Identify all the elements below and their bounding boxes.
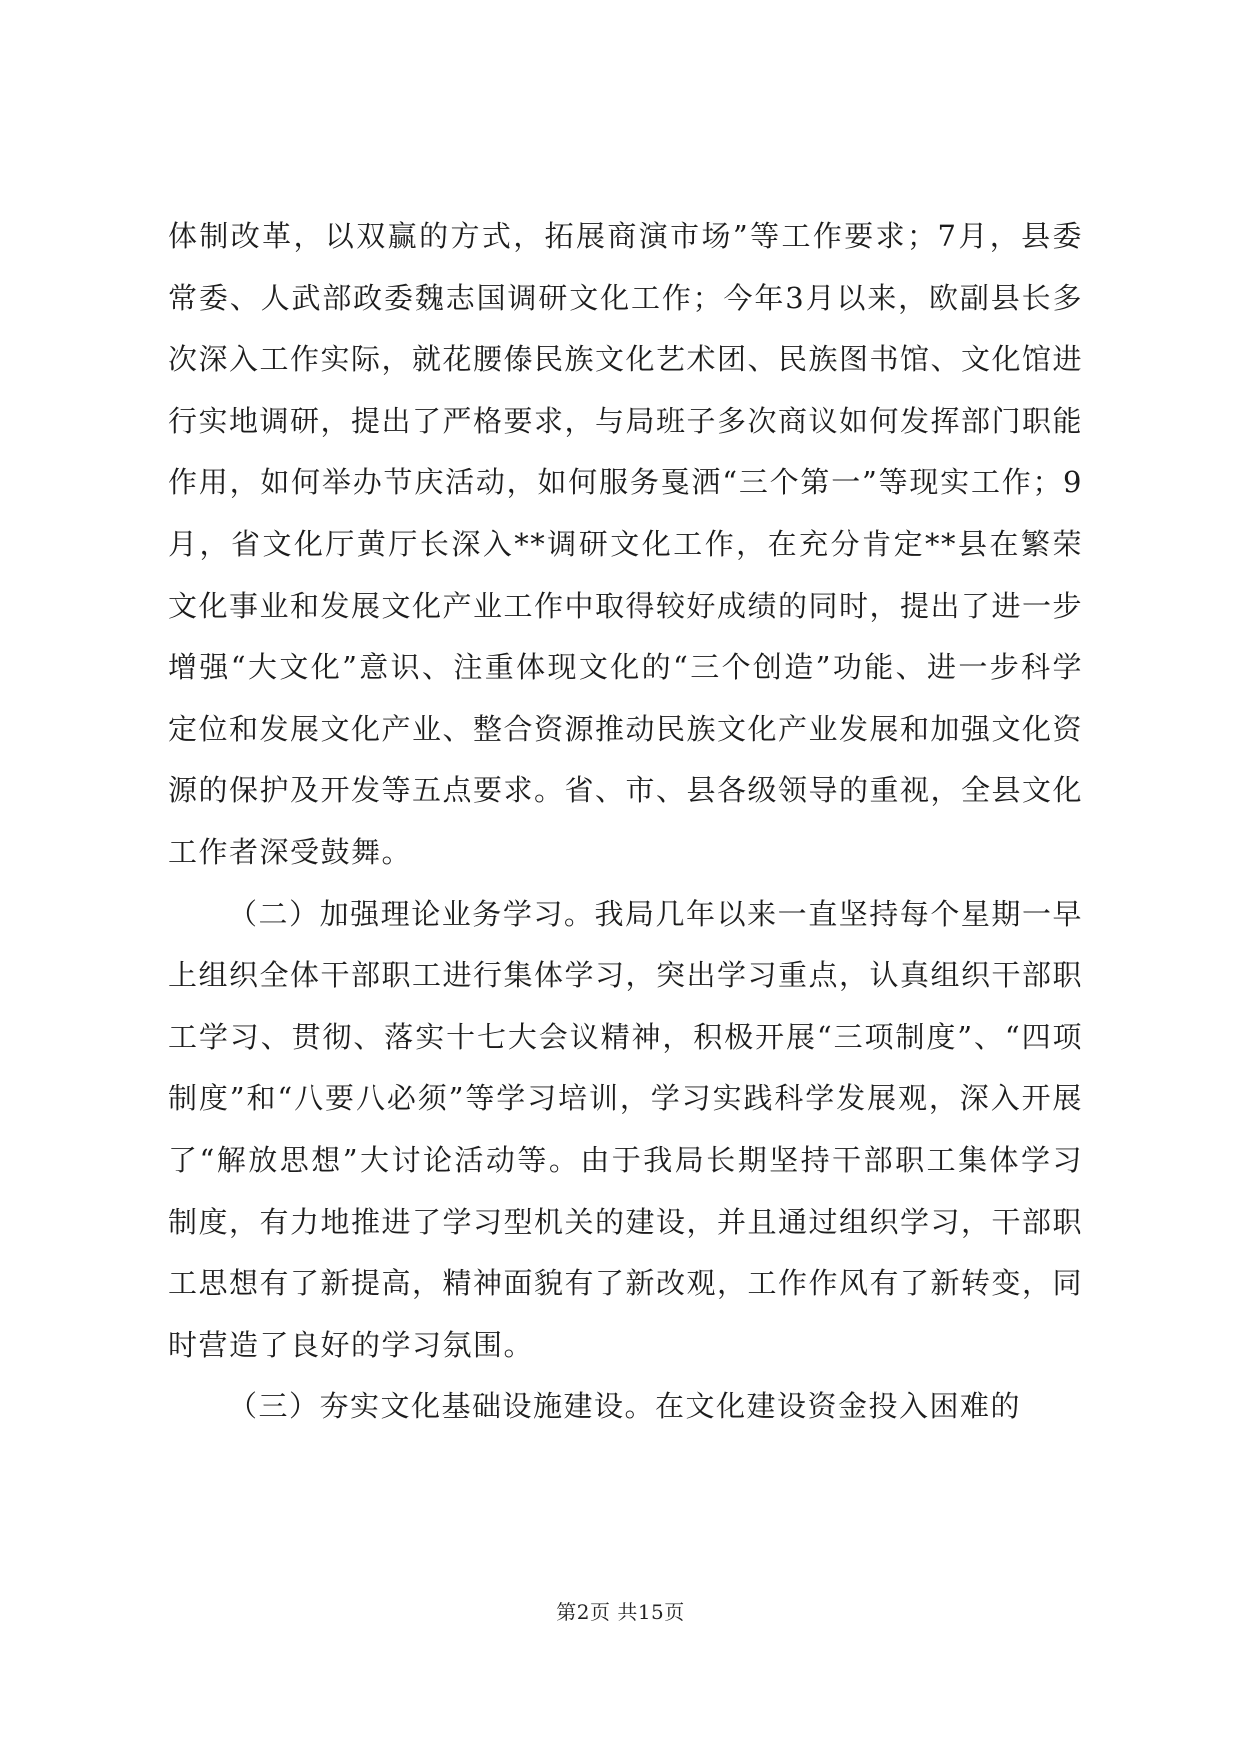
paragraph-theory-study: （二）加强理论业务学习。我局几年以来一直坚持每个星期一早上组织全体干部职工进行集体学习，突出学习重点，认真组织干部职工学习、贯彻、落实十七大会议精神，积极开展“三项制度”、“四项制度”和“八要八必须”等学习培训，学习实践科学发展观，深入开展了“解放思想”大讨论活动等。由于我局长期坚持干部职工集体学习制度，有力地推进了学习型机关的建设，并且通过组织学习，干部职工思想有了新提高，精神面貌有了新改观，工作作风有了新转变，同时营造了良好的学习氛围。 xyxy=(168,896,1084,1362)
document-body xyxy=(168,206,1083,1438)
paragraph-continued: 体制改革，以双赢的方式，拓展商演市场”等工作要求；7月，县委常委、人武部政委魏志国调研文化工作；今年3月以来，欧副县长多次深入工作实际，就花腰傣民族文化艺术团、民族图书馆、文化馆进行实地调研，提出了严格要求，与局班子多次商议如何发挥部门职能作用，如何举办节庆活动，如何服务戛洒“三个第一”等现实工作；9月，省文化厅黄厅长深入**调研文化工作，在充分肯定**县在繁荣文化事业和发展文化产业工作中取得较好成绩的同时，提出了进一步增强“大文化”意识、注重体现文化的“三个创造”功能、进一步科学定位和发展文化产业、整合资源推动民族文化产业发展和加强文化资源的保护及开发等五点要求。省、市、县各级领导的重视，全县文化工作者深受鼓舞。 xyxy=(168,219,1084,869)
page-number-footer: 第2页 共15页 xyxy=(556,1600,685,1624)
paragraph-infrastructure: （三）夯实文化基础设施建设。在文化建设资金投入困难的 xyxy=(228,1389,1022,1424)
